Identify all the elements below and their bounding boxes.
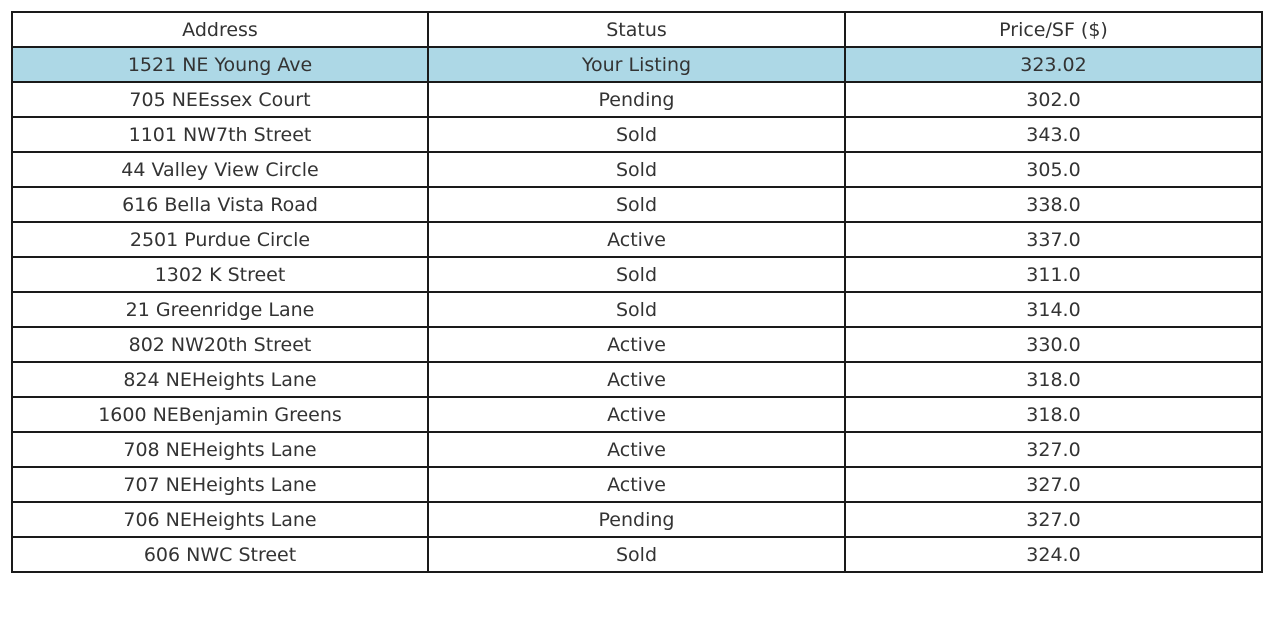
cell-address: 706 NEHeights Lane [12,502,428,537]
cell-status: Pending [428,502,845,537]
cell-status: Your Listing [428,47,845,82]
table-row [12,467,1262,502]
table-row [12,432,1262,467]
table-row [12,362,1262,397]
table-row [12,502,1262,537]
listing-table-container [11,11,1261,573]
cell-address: 1101 NW7th Street [12,117,428,152]
cell-price-per-sf: 302.0 [845,82,1262,117]
header-address: Address [12,12,428,47]
cell-price-per-sf: 343.0 [845,117,1262,152]
cell-address: 44 Valley View Circle [12,152,428,187]
cell-price-per-sf: 327.0 [845,502,1262,537]
header-status: Status [428,12,845,47]
table-row [12,152,1262,187]
header-price-per-sf: Price/SF ($) [845,12,1262,47]
cell-price-per-sf: 318.0 [845,362,1262,397]
table-row [12,257,1262,292]
cell-price-per-sf: 327.0 [845,432,1262,467]
table-row [12,82,1262,117]
table-row-highlighted [12,47,1262,82]
cell-price-per-sf: 338.0 [845,187,1262,222]
table-header [12,12,1262,47]
table-row [12,222,1262,257]
table-row [12,187,1262,222]
cell-address: 824 NEHeights Lane [12,362,428,397]
cell-address: 2501 Purdue Circle [12,222,428,257]
cell-status: Active [428,327,845,362]
cell-address: 802 NW20th Street [12,327,428,362]
cell-address: 1302 K Street [12,257,428,292]
table-row [12,292,1262,327]
cell-status: Sold [428,152,845,187]
cell-price-per-sf: 324.0 [845,537,1262,572]
cell-address: 707 NEHeights Lane [12,467,428,502]
cell-price-per-sf: 305.0 [845,152,1262,187]
cell-address: 705 NEEssex Court [12,82,428,117]
cell-status: Pending [428,82,845,117]
cell-status: Active [428,467,845,502]
cell-status: Sold [428,537,845,572]
cell-status: Sold [428,117,845,152]
table-row [12,537,1262,572]
cell-price-per-sf: 318.0 [845,397,1262,432]
cell-address: 708 NEHeights Lane [12,432,428,467]
cell-status: Sold [428,257,845,292]
cell-price-per-sf: 311.0 [845,257,1262,292]
cell-status: Sold [428,187,845,222]
header-row [12,12,1262,47]
listing-table [11,11,1263,573]
table-row [12,117,1262,152]
cell-status: Active [428,397,845,432]
cell-address: 21 Greenridge Lane [12,292,428,327]
cell-address: 606 NWC Street [12,537,428,572]
cell-address: 1600 NEBenjamin Greens [12,397,428,432]
cell-price-per-sf: 327.0 [845,467,1262,502]
table-body [12,47,1262,572]
cell-status: Active [428,432,845,467]
table-row [12,327,1262,362]
cell-price-per-sf: 314.0 [845,292,1262,327]
cell-address: 1521 NE Young Ave [12,47,428,82]
cell-price-per-sf: 330.0 [845,327,1262,362]
cell-address: 616 Bella Vista Road [12,187,428,222]
cell-status: Active [428,362,845,397]
cell-price-per-sf: 323.02 [845,47,1262,82]
cell-status: Sold [428,292,845,327]
cell-price-per-sf: 337.0 [845,222,1262,257]
cell-status: Active [428,222,845,257]
table-row [12,397,1262,432]
